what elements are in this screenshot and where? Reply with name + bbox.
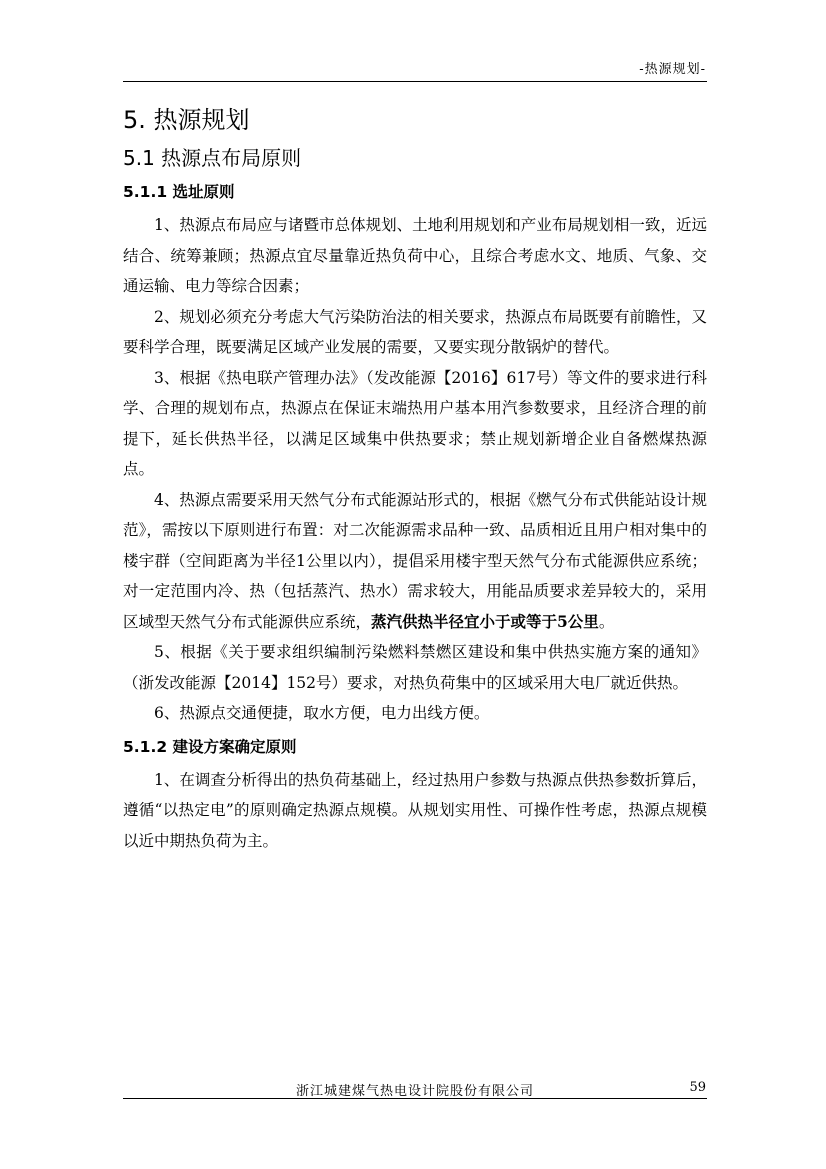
subsection-title: 5.1 热源点布局原则 <box>123 146 302 170</box>
paragraph-3: 3、根据《热电联产管理办法》（发改能源【2016】617号）等文件的要求进行科学、合理的规划布点，热源点在保证末端热用户基本用汽参数要求，且经济合理的前提下，延长供热半径，以满足区域集中供热要求；禁止规划新增企业自备燃煤热源点。 <box>123 368 707 478</box>
footer-rule <box>123 1098 707 1099</box>
paragraph-7: 1、在调查分析得出的热负荷基础上，经过热用户参数与热源点供热参数折算后，遵循“以热定电”的原则确定热源点规模。从规划实用性、可操作性考虑，热源点规模以近中期热负荷为主。 <box>123 770 707 850</box>
header-rule <box>123 81 707 82</box>
paragraph-4-bold: 蒸汽供热半径宜小于或等于5公里 <box>371 611 599 631</box>
paragraph-1: 1、热源点布局应与诸暨市总体规划、土地利用规划和产业布局规划相一致，近远结合、统筹兼顾；热源点宜尽量靠近热负荷中心，且综合考虑水文、地质、气象、交通运输、电力等综合因素； <box>123 216 707 295</box>
running-header: -热源规划- <box>639 62 706 77</box>
paragraph-4-text: 4、热源点需要采用天然气分布式能源站形式的，根据《燃气分布式供能站设计规范》，需按以下原则进行布置：对二次能源需求品种一致、品质相近且用户相对集中的楼宇群（空间距离为半径1公里以内），提倡采用楼宇型天然气分布式能源供应系统；对一定范围内冷、热（包括蒸汽、热水）需求较大，用能品质要求差异较大的，采用区域型天然气分布式能源供应系统， <box>123 490 707 631</box>
paragraph-4 <box>123 485 707 638</box>
page-number: 59 <box>689 1080 706 1095</box>
section-title: 5. 热源规划 <box>123 106 250 134</box>
page-content <box>123 102 707 856</box>
sub-heading-site-selection: 5.1.1 选址原则 <box>123 183 235 201</box>
paragraph-6: 6、热源点交通便捷，取水方便，电力出线方便。 <box>154 704 490 722</box>
footer-company: 浙江城建煤气热电设计院股份有限公司 <box>295 1084 534 1099</box>
paragraph-2: 2、规划必须充分考虑大气污染防治法的相关要求，热源点布局既要有前瞻性，又要科学合理，既要满足区域产业发展的需要，又要实现分散锅炉的替代。 <box>123 307 707 356</box>
paragraph-5: 5、根据《关于要求组织编制污染燃料禁燃区建设和集中供热实施方案的通知》（浙发改能源【2014】152号）要求，对热负荷集中的区域采用大电厂就近供热。 <box>123 643 707 692</box>
paragraph-4-end: 。 <box>598 612 615 631</box>
sub-heading-construction-plan: 5.1.2 建设方案确定原则 <box>123 737 297 756</box>
